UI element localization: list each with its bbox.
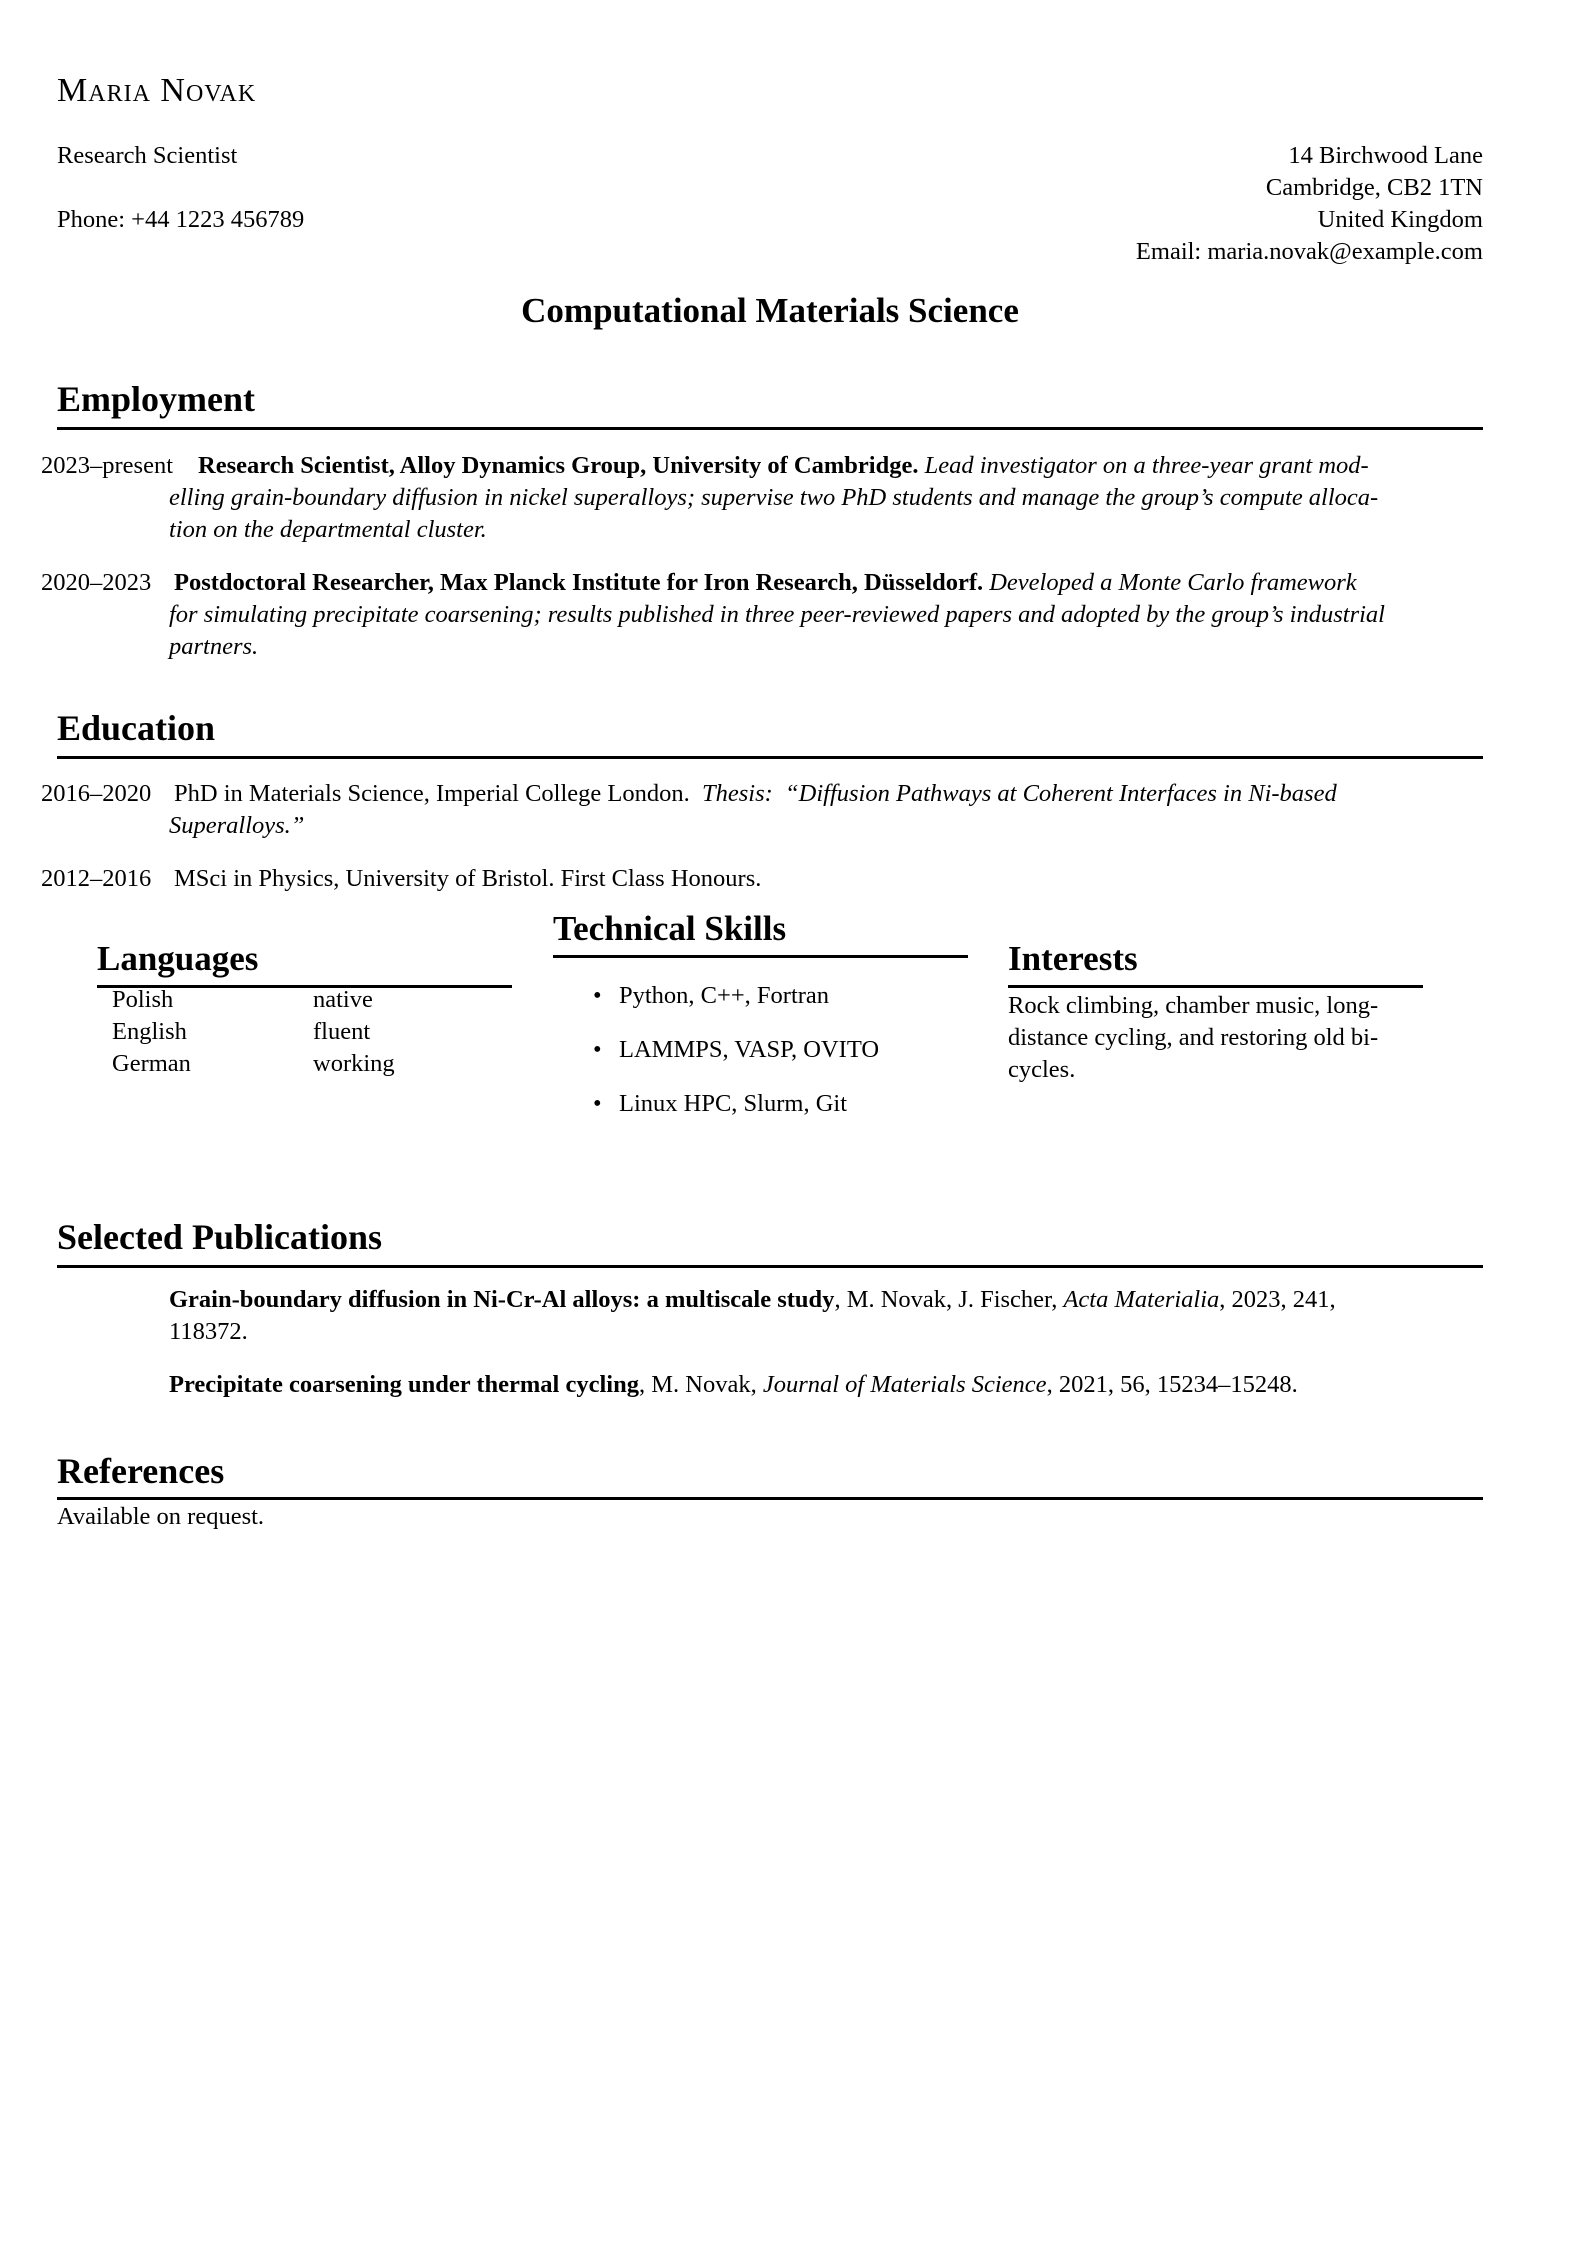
employment-description: partners. (169, 633, 259, 660)
publication-details: , 2021, 56, 15234–15248. (1046, 1371, 1298, 1398)
publication-title: Grain-boundary diffusion in Ni-Cr-Al alloys: a multiscale study (169, 1286, 835, 1313)
address-line: 14 Birchwood Lane (1288, 142, 1483, 169)
employment-dates: 2020–2023 (41, 569, 152, 596)
employment-description: for simulating precipitate coarsening; results published in three peer-reviewed papers and adopted by the group’s industrial (169, 601, 1385, 628)
section-heading-languages: Languages (97, 939, 259, 978)
section-rule (57, 1497, 1483, 1500)
language-level: working (313, 1050, 395, 1077)
language-name: English (112, 1018, 187, 1045)
language-level: native (313, 986, 373, 1013)
language-level: fluent (313, 1018, 371, 1045)
employment-description: tion on the departmental cluster. (169, 516, 487, 543)
candidate-role: Research Scientist (57, 142, 238, 169)
language-name: Polish (112, 986, 174, 1013)
section-heading-publications: Selected Publications (57, 1217, 382, 1257)
education-degree: PhD in Materials Science, Imperial College London. (174, 780, 690, 807)
education-dates: 2012–2016 (41, 865, 152, 892)
publication-item (169, 1369, 1298, 1401)
candidate-name: Maria Novak (57, 72, 257, 109)
skill-item: • Python, C++, Fortran (591, 980, 879, 1034)
publication-title: Precipitate coarsening under thermal cycling (169, 1371, 639, 1398)
skills-list (591, 980, 879, 1142)
section-heading-references: References (57, 1451, 225, 1491)
skill-item: • LAMMPS, VASP, OVITO (591, 1034, 879, 1088)
section-heading-interests: Interests (1008, 939, 1138, 978)
section-heading-employment: Employment (57, 379, 255, 419)
publication-journal: Journal of Materials Science (762, 1371, 1047, 1398)
section-rule (553, 955, 968, 958)
section-rule (1008, 985, 1423, 988)
skill-item: • Linux HPC, Slurm, Git (591, 1088, 879, 1142)
employment-entry (174, 567, 1357, 599)
education-degree: MSci in Physics, University of Bristol. First Class Honours. (174, 865, 762, 892)
publication-item (169, 1284, 1336, 1316)
employment-description: elling grain-boundary diffusion in nickel superalloys; supervise two PhD students and manage the group’s compute alloca- (169, 484, 1379, 511)
employment-title: Research Scientist, Alloy Dynamics Group, University of Cambridge. (198, 452, 919, 479)
education-entry (174, 778, 1337, 810)
publication-details: , 2023, 241, (1219, 1286, 1336, 1313)
address-line: Cambridge, CB2 1TN (1265, 174, 1483, 201)
education-dates: 2016–2020 (41, 780, 152, 807)
publication-details: 118372. (169, 1318, 248, 1345)
interests-line: cycles. (1008, 1056, 1076, 1083)
interests-line: distance cycling, and restoring old bi- (1008, 1024, 1379, 1051)
section-rule (57, 756, 1483, 759)
address-line: United Kingdom (1317, 206, 1483, 233)
section-heading-education: Education (57, 708, 216, 748)
language-name: German (112, 1050, 191, 1077)
employment-description: Lead investigator on a three-year grant mod- (924, 452, 1369, 479)
references-text: Available on request. (57, 1503, 265, 1530)
publication-authors: , M. Novak, (638, 1371, 763, 1398)
employment-description: Developed a Monte Carlo framework (989, 569, 1357, 596)
section-rule (57, 1265, 1483, 1268)
publication-authors: , M. Novak, J. Fischer, (834, 1286, 1064, 1313)
email[interactable]: Email: maria.novak@example.com (1135, 238, 1483, 265)
address-block (1136, 140, 1483, 268)
section-rule (57, 427, 1483, 430)
publication-journal: Acta Materialia (1063, 1286, 1220, 1313)
thesis-title: “Diffusion Pathways at Coherent Interfaces in Ni-based (785, 780, 1337, 807)
interests-line: Rock climbing, chamber music, long- (1008, 992, 1379, 1019)
headline: Computational Materials Science (521, 291, 1019, 330)
interests-text (1008, 990, 1378, 1086)
thesis-label: Thesis: (701, 780, 773, 807)
section-heading-skills: Technical Skills (553, 909, 787, 948)
employment-dates: 2023–present (41, 452, 173, 479)
phone: Phone: +44 1223 456789 (57, 206, 305, 233)
employment-entry (198, 450, 1483, 482)
thesis-title: Superalloys.” (169, 812, 305, 839)
employment-title: Postdoctoral Researcher, Max Planck Institute for Iron Research, Düsseldorf. (174, 569, 984, 596)
